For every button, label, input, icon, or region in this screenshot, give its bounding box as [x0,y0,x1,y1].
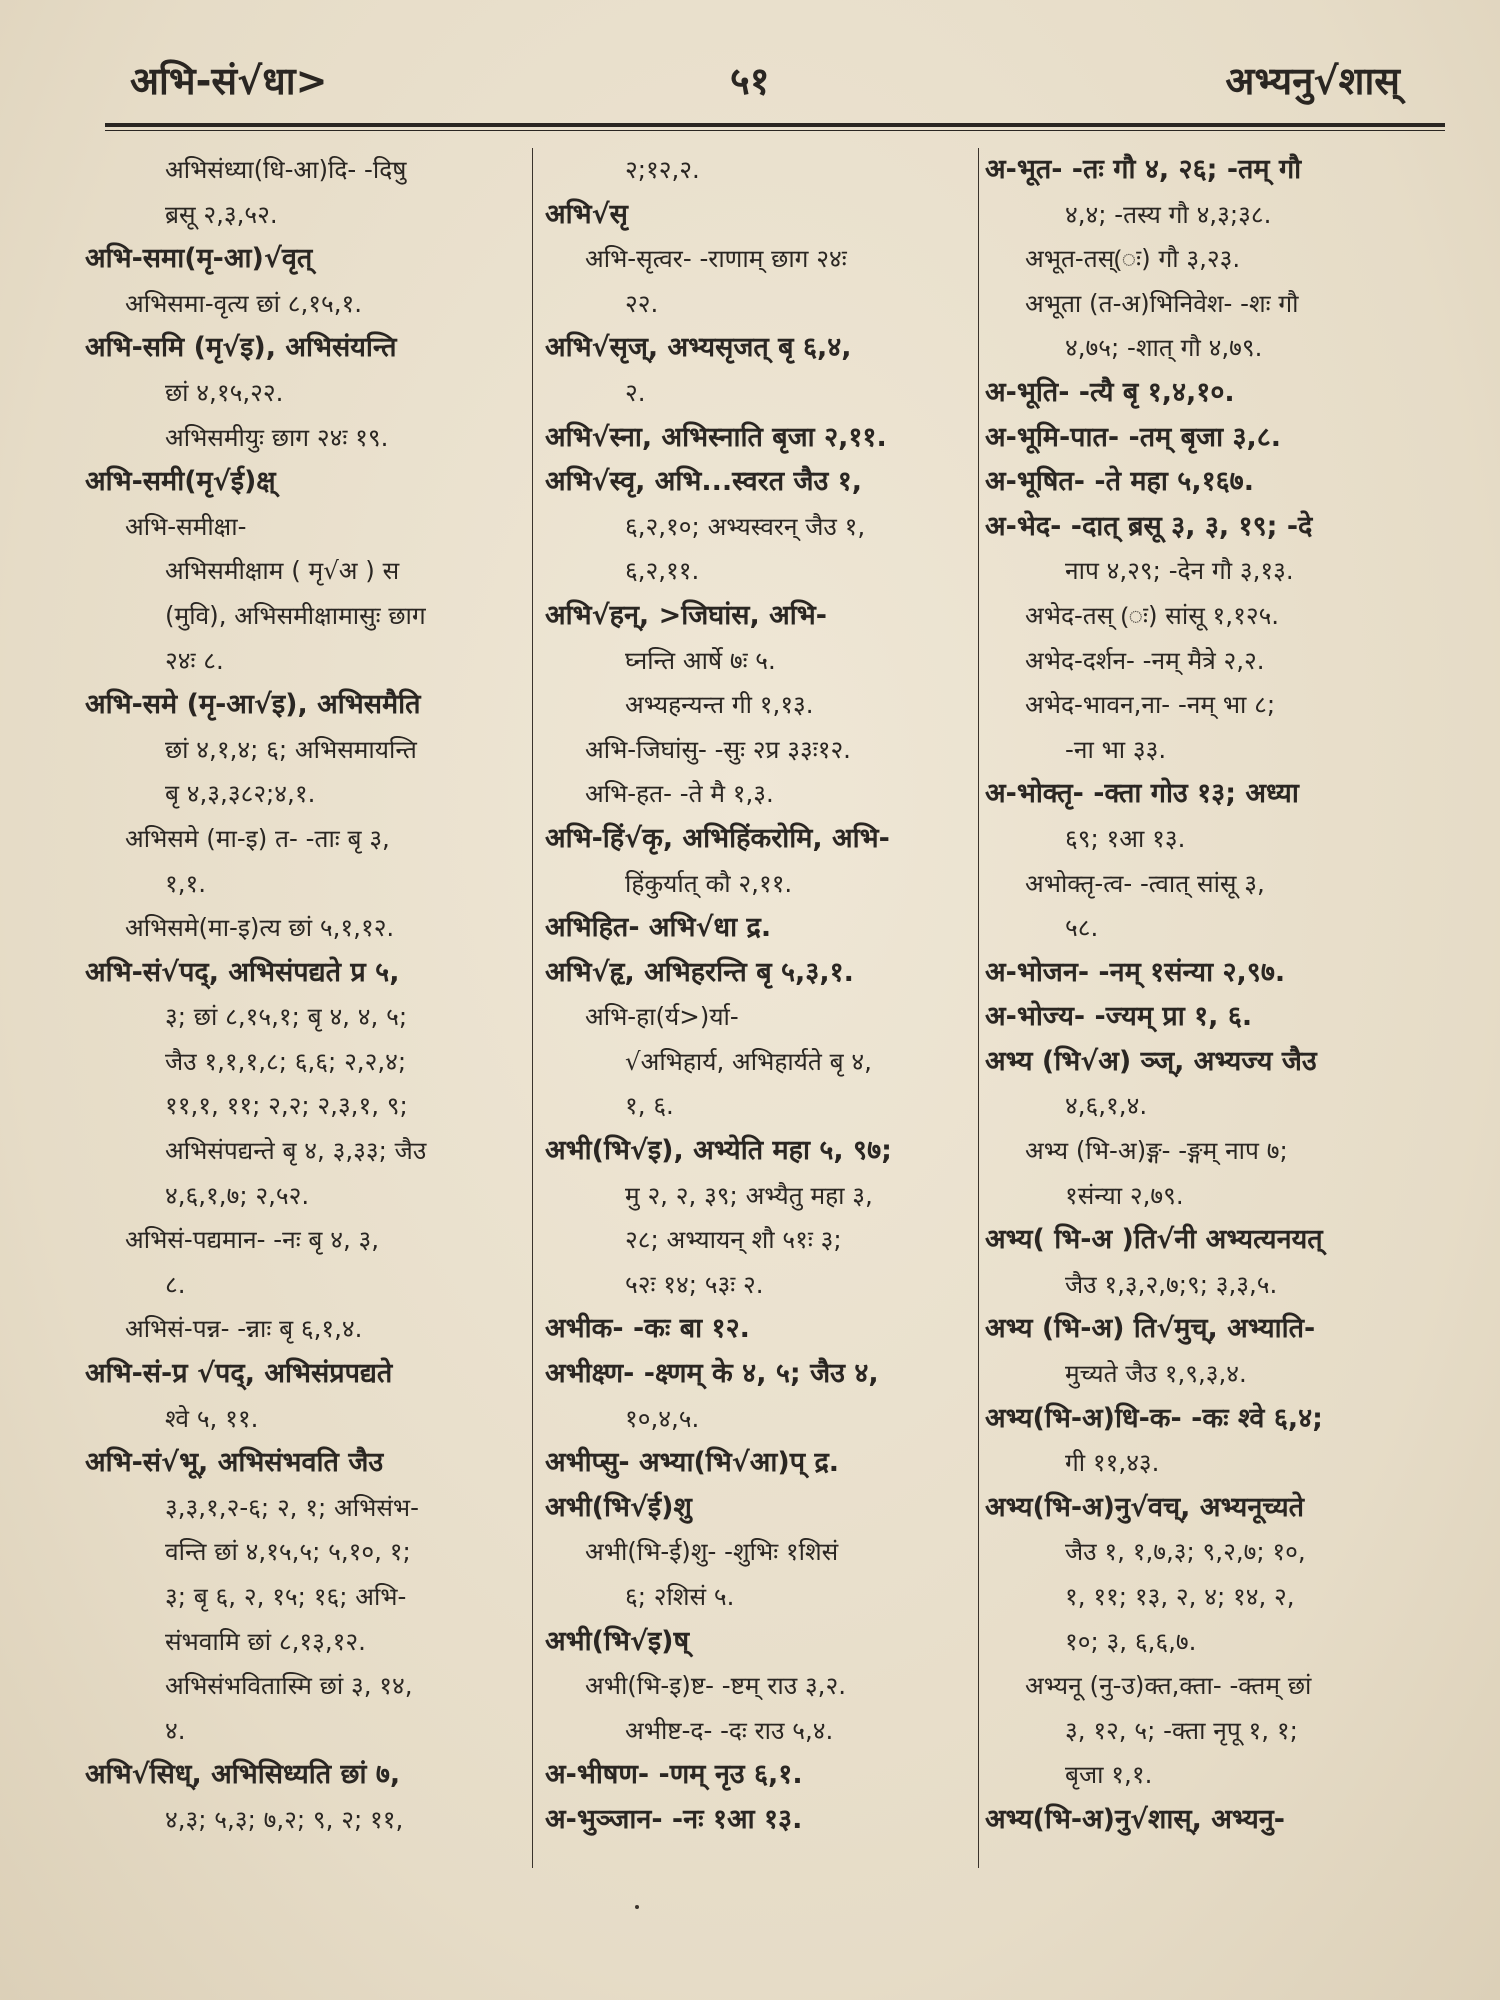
entry-headword-line: अभि-समि (मृ√इ), अभिसंयन्ति [85,332,397,364]
entry-line: अभि-हत- -ते मै १,३. [585,779,774,809]
entry-line: अभिसमीयुः छाग २४ः १९. [165,422,389,452]
entry-line: ब्रसू २,३,५२. [165,199,278,229]
entry-line: बृजा १,१. [1065,1760,1153,1790]
entry-headword-line: अभि√सृज्, अभ्यसृजत् बृ ६,४, [545,332,852,364]
entry-line: ४,६,१,७; २,५२. [165,1180,310,1210]
entry-headword-line: अभि-सं√पद्, अभिसंपद्यते प्र ५, [85,956,400,988]
entry-line: ४,७५; -शात् गौ ४,७९. [1065,333,1263,363]
entry-headword-line: अभ्य (भि√अ) ञ्ज्, अभ्यज्य जैउ [985,1045,1317,1077]
entry-line: ४,४; -तस्य गौ ४,३;३८. [1065,199,1272,229]
entry-headword-line: अभि-हिं√कृ, अभिहिंकरोमि, अभि- [545,822,890,854]
entry-headword-line: अभि-समी(मृ√ई)क्ष् [85,466,276,498]
entry-line: ४. [165,1715,186,1745]
entry-headword-line: अभीप्सु- अभ्या(भि√आ)प् द्र. [545,1447,840,1479]
entry-line: ४,६,१,४. [1065,1091,1148,1121]
entry-line: १०; ३, ६,६,७. [1065,1626,1197,1656]
entry-headword-line: अभ्य(भि-अ)नु√शास्, अभ्यनु- [985,1803,1285,1835]
entry-headword-line: अभ्य(भि-अ)धि-क- -कः श्वे ६,४; [985,1402,1323,1434]
entry-headword-line: अ-भोक्तृ- -क्ता गोउ १३; अध्या [985,778,1299,810]
entry-line: अभि-जिघांसु- -सुः २प्र ३३ः१२. [585,734,851,764]
entry-line: १,१. [165,868,207,898]
entry-line: ५२ः १४; ५३ः २. [625,1269,764,1299]
entry-headword-line: अभीक्ष्ण- -क्ष्णम् के ४, ५; जैउ ४, [545,1358,879,1390]
entry-headword-line: अभि-सं√भू, अभिसंभवति जैउ [85,1447,384,1479]
entry-line: अभ्यनू (नु-उ)क्त,क्ता- -क्तम् छां [1025,1671,1312,1701]
entry-line: संभवामि छां ८,१३,१२. [165,1626,366,1656]
entry-line: घ्नन्ति आर्षे ७ः ५. [625,645,776,675]
entry-line: अभीष्ट-द- -दः राउ ५,४. [625,1715,834,1745]
entry-headword-line: अभिहित- अभि√धा द्र. [545,912,772,944]
entry-headword-line: अ-भूत- -तः गौ ४, २६; -तम् गौ [985,154,1302,185]
entry-line: अभिसमा-वृत्य छां ८,१५,१. [125,288,363,318]
entry-line: मुच्यते जैउ १,९,३,४. [1065,1359,1247,1389]
entry-line: √अभिहार्य, अभिहार्यते बृ ४, [625,1046,872,1076]
entry-headword-line: अ-भुञ्जान- -नः १आ १३. [545,1803,803,1835]
entry-line: छां ४,१५,२२. [165,377,284,407]
entry-line: मु २, २, ३९; अभ्यैतु महा ३, [625,1180,873,1210]
entry-line: बृ ४,३,३८२;४,१. [165,779,316,809]
header-rule-thick [105,123,1445,127]
entry-line: वन्ति छां ४,१५,५; ५,१०, १; [165,1537,411,1567]
entry-line: हिंकुर्यात् कौ २,११. [625,868,793,898]
header-rule-thin [105,130,1445,131]
column-separator-1 [532,148,533,1868]
entry-line: अभ्य (भि-अ)ङ्ग- -ङ्गम् नाप ७; [1025,1136,1288,1166]
entry-line: ३, १२, ५; -क्ता नृपू १, १; [1065,1715,1298,1745]
entry-headword-line: अभ्य( भि-अ )ति√नी अभ्यत्यनयत् [985,1224,1323,1256]
entry-headword-line: अभ्य (भि-अ) ति√मुच्, अभ्याति- [985,1313,1316,1345]
entry-line: अभिसंध्या(धि-आ)दि- -दिषु [165,155,407,184]
entry-line: ५८. [1065,913,1099,943]
entry-line: अभि-समीक्षा- [125,511,247,541]
entry-line: गी ११,४३. [1065,1448,1160,1478]
entry-line: ६,२,१०; अभ्यस्वरन् जैउ १, [625,511,866,541]
entry-headword-line: अ-भूति- -त्यै बृ १,४,१०. [985,376,1235,408]
entry-headword-line: अभी(भि√ई)शु [545,1491,692,1523]
entry-line: श्वे ५, ११. [165,1403,259,1433]
entry-headword-line: अभि-सं-प्र √पद्, अभिसंप्रपद्यते [85,1358,393,1390]
entry-line: (मुवि), अभिसमीक्षामासुः छाग [165,600,426,630]
entry-line: अभिसमीक्षाम ( मृ√अ ) स [165,556,400,586]
entry-line: अभिसं-पद्यमान- -नः बृ ४, ३, [125,1225,380,1255]
entry-line: जैउ १, १,७,३; ९,२,७; १०, [1065,1537,1306,1567]
entry-line: अभेद-दर्शन- -नम् मैत्रे २,२. [1025,645,1265,675]
entry-line: अभूत-तस्(ः) गौ ३,२३. [1025,244,1241,274]
entry-line: अभिसंभवितास्मि छां ३, १४, [165,1671,413,1701]
entry-headword-line: अभि√स्ना, अभिस्नाति बृजा २,११. [545,421,887,453]
entry-headword-line: अभि√स्वृ, अभि...स्वरत जैउ १, [545,466,863,498]
entry-line: ३,३,१,२-६; २, १; अभिसंभ- [165,1492,419,1522]
entry-headword-line: अभि√सिध्, अभिसिध्यति छां ७, [85,1759,401,1791]
column-3 [985,148,1425,1868]
column-2 [545,148,975,1868]
entry-headword-line: अभीक- -कः बा १२. [545,1313,750,1345]
entry-line: अभी(भि-इ)ष्ट- -ष्टम् राउ ३,२. [585,1671,847,1701]
entry-line: २;१२,२. [625,155,700,184]
entry-line: ३; छां ८,१५,१; बृ ४, ४, ५; [165,1002,408,1032]
entry-line: अभि-हा(र्य>)र्या- [585,1002,739,1032]
entry-headword-line: अ-भोजन- -नम् १संन्या २,९७. [985,956,1286,988]
header-left-guide-word: अभि-सं√धा> [130,59,328,103]
page-number: ५१ [730,59,770,103]
entry-line: अभिसं-पन्न- -न्नाः बृ ६,१,४. [125,1314,363,1344]
entry-headword-line: अभी(भि√इ), अभ्येति महा ५, ९७; [545,1135,892,1167]
entry-line: अभ्यहन्यन्त गी १,१३. [625,690,814,720]
entry-headword-line: अ-भूमि-पात- -तम् बृजा ३,८. [985,421,1282,453]
entry-line: २८; अभ्यायन् शौ ५१ः ३; [625,1225,842,1255]
entry-line: छां ४,१,४; ६; अभिसमायन्ति [165,734,417,764]
entry-line: जैउ १,१,१,८; ६,६; २,२,४; [165,1046,407,1076]
entry-line: -ना भा ३३. [1065,734,1167,764]
entry-line: ६९; १आ १३. [1065,823,1186,853]
entry-line: २. [625,377,646,407]
entry-line: अभी(भि-ई)शु- -शुभिः १शिसं [585,1537,839,1567]
entry-headword-line: अभी(भि√इ)ष् [545,1625,690,1657]
entry-line: अभिसंपद्यन्ते बृ ४, ३,३३; जैउ [165,1136,427,1166]
entry-line: २४ः ८. [165,645,224,675]
entry-line: ४,३; ५,३; ७,२; ९, २; ११, [165,1804,404,1834]
entry-headword-line: अभि-समा(मृ-आ)√वृत् [85,243,313,275]
entry-line: अभि-सृत्वर- -राणाम् छाग २४ः [585,244,847,274]
entry-headword-line: अभि-समे (मृ-आ√इ), अभिसमैति [85,689,421,721]
entry-line: १, ११; १३, २, ४; १४, २, [1065,1582,1295,1611]
entry-line: १, ६. [625,1091,674,1121]
entry-headword-line: अभि√सृ [545,198,628,230]
entry-line: ८. [165,1269,186,1299]
entry-line: अभेद-तस् (ः) सांसू १,१२५. [1025,600,1280,630]
entry-headword-line: अभि√हन्, >जिघांस, अभि- [545,599,827,631]
footer-dot [635,1905,639,1909]
entry-headword-line: अभि√हृ, अभिहरन्ति बृ ५,३,१. [545,956,854,988]
entry-headword-line: अ-भीषण- -णम् नृउ ६,१. [545,1759,803,1791]
column-1 [85,148,525,1868]
entry-line: १०,४,५. [625,1403,700,1433]
entry-headword-line: अभ्य(भि-अ)नु√वच्, अभ्यनूच्यते [985,1491,1305,1523]
entry-line: ११,१, ११; २,२; २,३,१, ९; [165,1091,408,1121]
entry-line: ६,२,११. [625,556,700,586]
column-separator-2 [978,148,979,1868]
entry-line: नाप ४,२९; -देन गौ ३,१३. [1065,556,1294,586]
entry-line: १संन्या २,७९. [1065,1180,1184,1210]
entry-headword-line: अ-भेद- -दात् ब्रसू ३, ३, १९; -दे [985,510,1313,542]
entry-headword-line: अ-भोज्य- -ज्यम् प्रा १, ६. [985,1001,1253,1033]
entry-line: अभिसमे (मा-इ) त- -ताः बृ ३, [125,823,390,853]
entry-line: जैउ १,३,२,७;९; ३,३,५. [1065,1269,1278,1299]
header-right-guide-word: अभ्यनु√शास् [1225,59,1400,103]
entry-line: ३; बृ ६, २, १५; १६; अभि- [165,1582,407,1611]
entry-line: २२. [625,288,659,318]
entry-line: ६; २शिसं ५. [625,1582,735,1611]
entry-headword-line: अ-भूषित- -ते महा ५,१६७. [985,466,1254,498]
page-header [110,48,1420,108]
entry-line: अभोक्तृ-त्व- -त्वात् सांसू ३, [1025,868,1265,898]
entry-line: अभेद-भावन,ना- -नम् भा ८; [1025,690,1276,720]
entry-line: अभूता (त-अ)भिनिवेश- -शः गौ [1025,288,1299,318]
entry-line: अभिसमे(मा-इ)त्य छां ५,१,१२. [125,913,395,943]
